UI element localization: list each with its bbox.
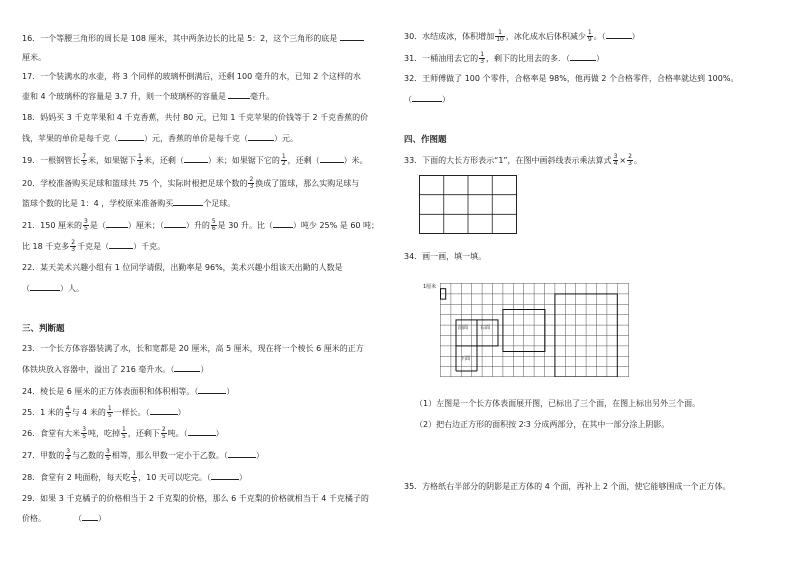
fraction: $\frac{1}{5}$ — [132, 470, 137, 484]
q29-line2: 价格。 （ ） — [22, 514, 106, 523]
answer-blank[interactable] — [118, 140, 144, 141]
q17-line2: 壶和 4 个玻璃杯的容量是 3.7 升，则一个玻璃杯的容量是 毫升。 — [22, 92, 274, 101]
fraction: $\frac{2}{3}$ — [249, 176, 254, 190]
answer-blank[interactable] — [412, 101, 442, 102]
bottom-face-label: 下面 — [460, 356, 471, 362]
answer-blank[interactable] — [273, 227, 293, 228]
fraction: $\frac{1}{3}$ — [480, 51, 485, 65]
fraction: $\frac{3}{5}$ — [82, 426, 87, 440]
answer-blank[interactable] — [320, 162, 344, 163]
answer-blank[interactable] — [109, 248, 133, 249]
q18-line1: 18．妈妈买 3 千克苹果和 4 千克香蕉，共付 80 元，已知 1 千克苹果的价钱等于 2 千克香蕉的价 — [22, 113, 369, 122]
answer-blank[interactable] — [570, 60, 596, 61]
right-face-label: 右面 — [480, 325, 491, 331]
scale-label: 1厘米 — [423, 284, 437, 290]
fraction: $\frac{7}{5}$ — [82, 153, 87, 167]
q34-part1: （1）左图是一个长方体表面展开图，已标出了三个面，在图上标出另外三个面。 — [415, 399, 701, 408]
answer-blank[interactable] — [228, 98, 250, 99]
answer-blank[interactable] — [188, 435, 216, 436]
q24: 24．棱长是 6 厘米的正方体表面积和体积相等。（ ） — [22, 387, 235, 396]
q22-line1: 22．某天美术兴趣小组有 1 位同学请假，出勤率是 96%，美术兴趣小组该天出勤的人数是 — [22, 263, 343, 272]
answer-blank[interactable] — [248, 140, 274, 141]
q32-line2: （ ） — [404, 95, 450, 104]
answer-blank[interactable] — [211, 479, 239, 480]
q16-line1: 16．一个等腰三角形的周长是 108 厘米，其中两条边长的比是 5：2，这个三角形的底是 — [22, 33, 364, 44]
fraction: $\frac{1}{3}$ — [138, 153, 142, 167]
answer-blank[interactable] — [150, 414, 178, 415]
q35: 35．方格纸右半部分的阴影是正方体的 4 个面，再补上 2 个面，使它能够围成一个正方体。 — [404, 482, 731, 491]
answer-blank[interactable] — [184, 162, 208, 163]
answer-blank[interactable] — [106, 227, 128, 228]
answer-blank[interactable] — [606, 38, 632, 39]
fraction: $\frac{3}{4}$ — [613, 153, 618, 167]
answer-blank[interactable] — [198, 393, 226, 394]
q21-line2: 比 18 千克多 $\frac{2}{3}$ 千克是（ ）千克。 — [22, 239, 166, 253]
q22-line2: （ ）人。 — [22, 284, 84, 293]
q34-part2: （2）把右边正方形的面积按 2∶3 分成两部分，在其中一部分涂上阴影。 — [415, 420, 670, 429]
fraction: $\frac{1}{9}$ — [587, 29, 592, 43]
answer-blank[interactable] — [30, 290, 60, 291]
q17-line1: 17．一个装满水的水壶，将 3 个同样的玻璃杯倒满后，还剩 100 毫升的水，已知 2 个这样的水 — [22, 72, 361, 81]
q34-title: 34．画一画，填一填。 — [404, 252, 487, 261]
answer-blank[interactable] — [340, 40, 364, 41]
fraction: $\frac{4}{5}$ — [65, 405, 70, 419]
q33: 33．下面的大长方形表示“1”，在图中画斜线表示乘法算式 $\frac{3}{4}$ × $\frac{2}{3}$ 。 — [404, 153, 642, 167]
fraction: $\frac{5}{6}$ — [211, 218, 216, 232]
fraction: $\frac{2}{3}$ — [628, 153, 632, 167]
fraction: $\frac{1}{2}$ — [281, 153, 286, 167]
answer-blank[interactable] — [82, 520, 98, 521]
q20-line1: 20．学校准备购买足球和篮球共 75 个，实际时根把足球个数的 $\frac{2}{3}$ 换成了篮球，那么实购足球与 — [22, 176, 360, 190]
q23-line2: 体铁块放入容器中，溢出了 216 毫升水。（ ） — [22, 365, 209, 374]
front-face-label: 前面 — [458, 325, 469, 331]
q28: 28．食堂有 2 吨面粉，每天吃 $\frac{1}{5}$ ，10 天可以吃完。（ ） — [22, 470, 247, 484]
q21-line1: 21．150 厘米的 $\frac{3}{5}$ 是（ ）厘米；（ ）升的 $\frac{5}{6}$ 是 30 升。比（ ）吨少 25% 是 60 吨； — [22, 218, 380, 232]
q20-line2: 篮球个数的比是 1：4 ，学校原来准备购买 个足球。 — [22, 199, 236, 208]
q18-line2: 钱，苹果的单价是每千克（ ）元，香蕉的单价是每千克（ ）元。 — [22, 134, 298, 143]
q25: 25．1 米的 $\frac{4}{5}$ 与 4 米的 $\frac{1}{5}$ 一样长。（ ） — [22, 405, 186, 419]
q31: 31．一桶油用去它的 $\frac{1}{3}$ ，剩下的比用去的多．（ ） — [404, 51, 605, 65]
q27: 27．甲数的 $\frac{3}{4}$ 与乙数的 $\frac{3}{5}$ 相等，那么甲数一定小于乙数。（ ） — [22, 448, 264, 462]
q23-line1: 23．一个长方体容器装满了水，长和宽都是 20 厘米，高 5 厘米，现在将一个棱长 6 厘米的正方 — [22, 344, 364, 353]
section-heading: 三、判断题 — [22, 324, 65, 334]
answer-blank[interactable] — [174, 371, 200, 372]
q29-line1: 29．如果 3 千克橘子的价格相当于 2 千克梨的价格，那么 6 千克梨的价格就相当于 4 千克橘子的 — [22, 494, 369, 503]
square-grid-paper[interactable] — [440, 283, 629, 377]
q32-line1: 32．王师傅做了 100 个零件，合格率是 98%，他再做 2 个合格零件，合格率就达到 100%。 — [404, 74, 739, 83]
fraction: $\frac{1}{5}$ — [107, 405, 112, 419]
answer-blank[interactable] — [173, 205, 203, 206]
unit-rectangle-grid[interactable] — [419, 175, 517, 234]
answer-blank[interactable] — [228, 457, 256, 458]
fraction: $\frac{3}{5}$ — [84, 218, 88, 232]
fraction: $\frac{2}{5}$ — [161, 426, 166, 440]
fraction: $\frac{1}{10}$ — [496, 29, 504, 43]
section-heading: 四、作图题 — [404, 135, 447, 145]
fraction: $\frac{1}{5}$ — [122, 426, 126, 440]
q26: 26．食堂有大米 $\frac{3}{5}$ 吨，吃掉 $\frac{1}{5}$ ，还剩下 $\frac{2}{5}$ 吨。（ ） — [22, 426, 224, 440]
fraction: $\frac{2}{3}$ — [71, 239, 76, 253]
q19: 19．一根钢管长 $\frac{7}{5}$ 米，如果锯下 $\frac{1}{3}$ 米，还剩（ ）米；如果锯下它的 $\frac{1}{2}$ ，还剩（ ）米。 — [22, 153, 368, 167]
fraction: $\frac{3}{5}$ — [106, 448, 110, 462]
fraction: $\frac{3}{4}$ — [66, 448, 71, 462]
q16-line2: 厘米。 — [22, 53, 46, 62]
q30: 30．水结成冰，体积增加 $\frac{1}{10}$ ，冰化成水后体积减少 $\frac{1}{9}$ 。（ ） — [404, 29, 640, 43]
answer-blank[interactable] — [164, 227, 186, 228]
